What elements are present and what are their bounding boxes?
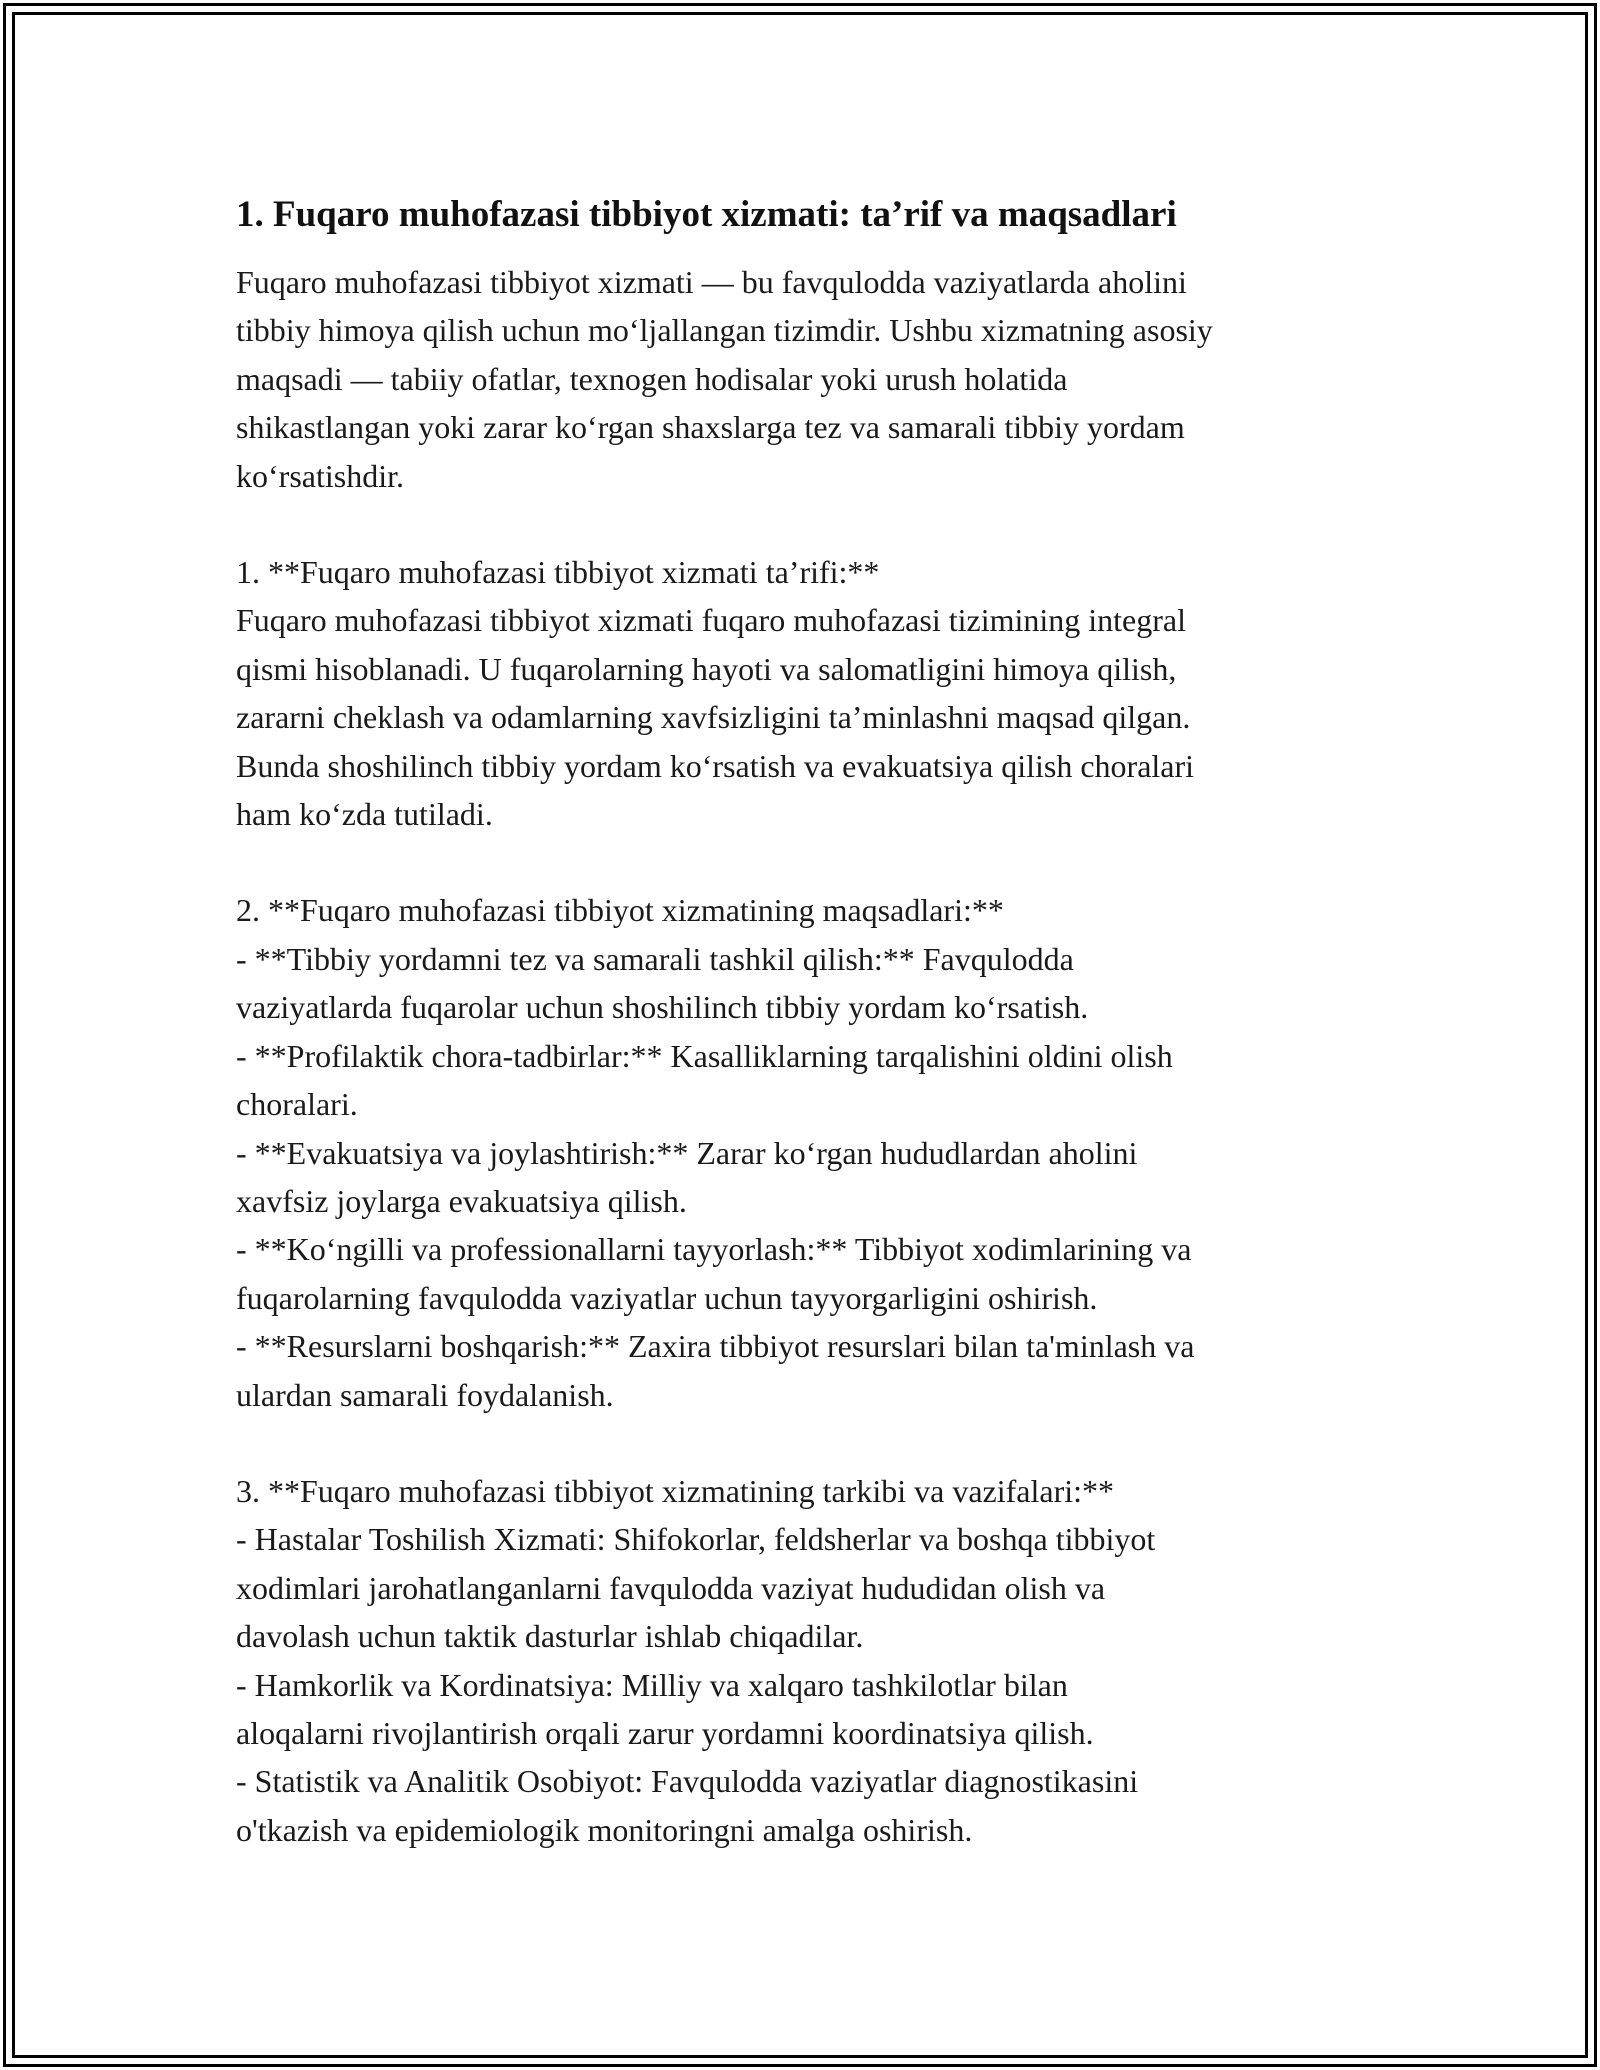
spacer xyxy=(236,838,1376,886)
document-body xyxy=(236,190,1376,1854)
section-goals: 2. **Fuqaro muhofazasi tibbiyot xizmatining maqsadlari:** - **Tibbiy yordamni tez va samarali tashkil qilish:** Favqulodda vaziyatlarda fuqarolar uchun shoshilinch tibbiy yordam koʻrsatish. - **Profilaktik chora-tadbirlar:** Kasalliklarning tarqalishini oldini olish choralari. - **Evakuatsiya va joylashtirish:** Zarar koʻrgan hududlardan aholini xavfsiz joylarga evakuatsiya qilish. - **Koʻngilli va professionallarni tayyorlash:** Tibbiyot xodimlarining va fuqarolarning favqulodda vaziyatlar uchun tayyorgarligini oshirish. - **Resurslarni boshqarish:** Zaxira tibbiyot resurslari bilan ta'minlash va ulardan samarali foydalanish. xyxy=(236,892,1195,1413)
spacer xyxy=(236,1419,1376,1467)
spacer xyxy=(236,500,1376,548)
section-definition: 1. **Fuqaro muhofazasi tibbiyot xizmati ta’rifi:** Fuqaro muhofazasi tibbiyot xizmati fuqaro muhofazasi tizimining integral qismi hisoblanadi. U fuqarolarning hayoti va salomatligini himoya qilish, zararni cheklash va odamlarning xavfsizligini ta’minlashni maqsad qilgan. Bunda shoshilinch tibbiy yordam koʻrsatish va evakuatsiya qilish choralari ham koʻzda tutiladi. xyxy=(236,554,1195,833)
section-structure: 3. **Fuqaro muhofazasi tibbiyot xizmatining tarkibi va vazifalari:** - Hastalar Toshilish Xizmati: Shifokorlar, feldsherlar va boshqa tibbiyot xodimlari jarohatlanganlarni favqulodda vaziyat hududidan olish va davolash uchun taktik dasturlar ishlab chiqadilar. - Hamkorlik va Kordinatsiya: Milliy va xalqaro tashkilotlar bilan aloqalarni rivojlantirish orqali zarur yordamni koordinatsiya qilish. - Statistik va Analitik Osobiyot: Favqulodda vaziyatlar diagnostikasini o'tkazish va epidemiologik monitoringni amalga oshirish. xyxy=(236,1472,1156,1848)
intro-paragraph: Fuqaro muhofazasi tibbiyot xizmati — bu favqulodda vaziyatlarda aholini tibbiy himoya qilish uchun moʻljallangan tizimdir. Ushbu xizmatning asosiy maqsadi — tabiiy ofatlar, texnogen hodisalar yoki urush holatida shikastlangan yoki zarar koʻrgan shaxslarga tez va samarali tibbiy yordam koʻrsatishdir. xyxy=(236,264,1213,494)
page-title: 1. Fuqaro muhofazasi tibbiyot xizmati: ta’rif va maqsadlari xyxy=(236,194,1177,235)
